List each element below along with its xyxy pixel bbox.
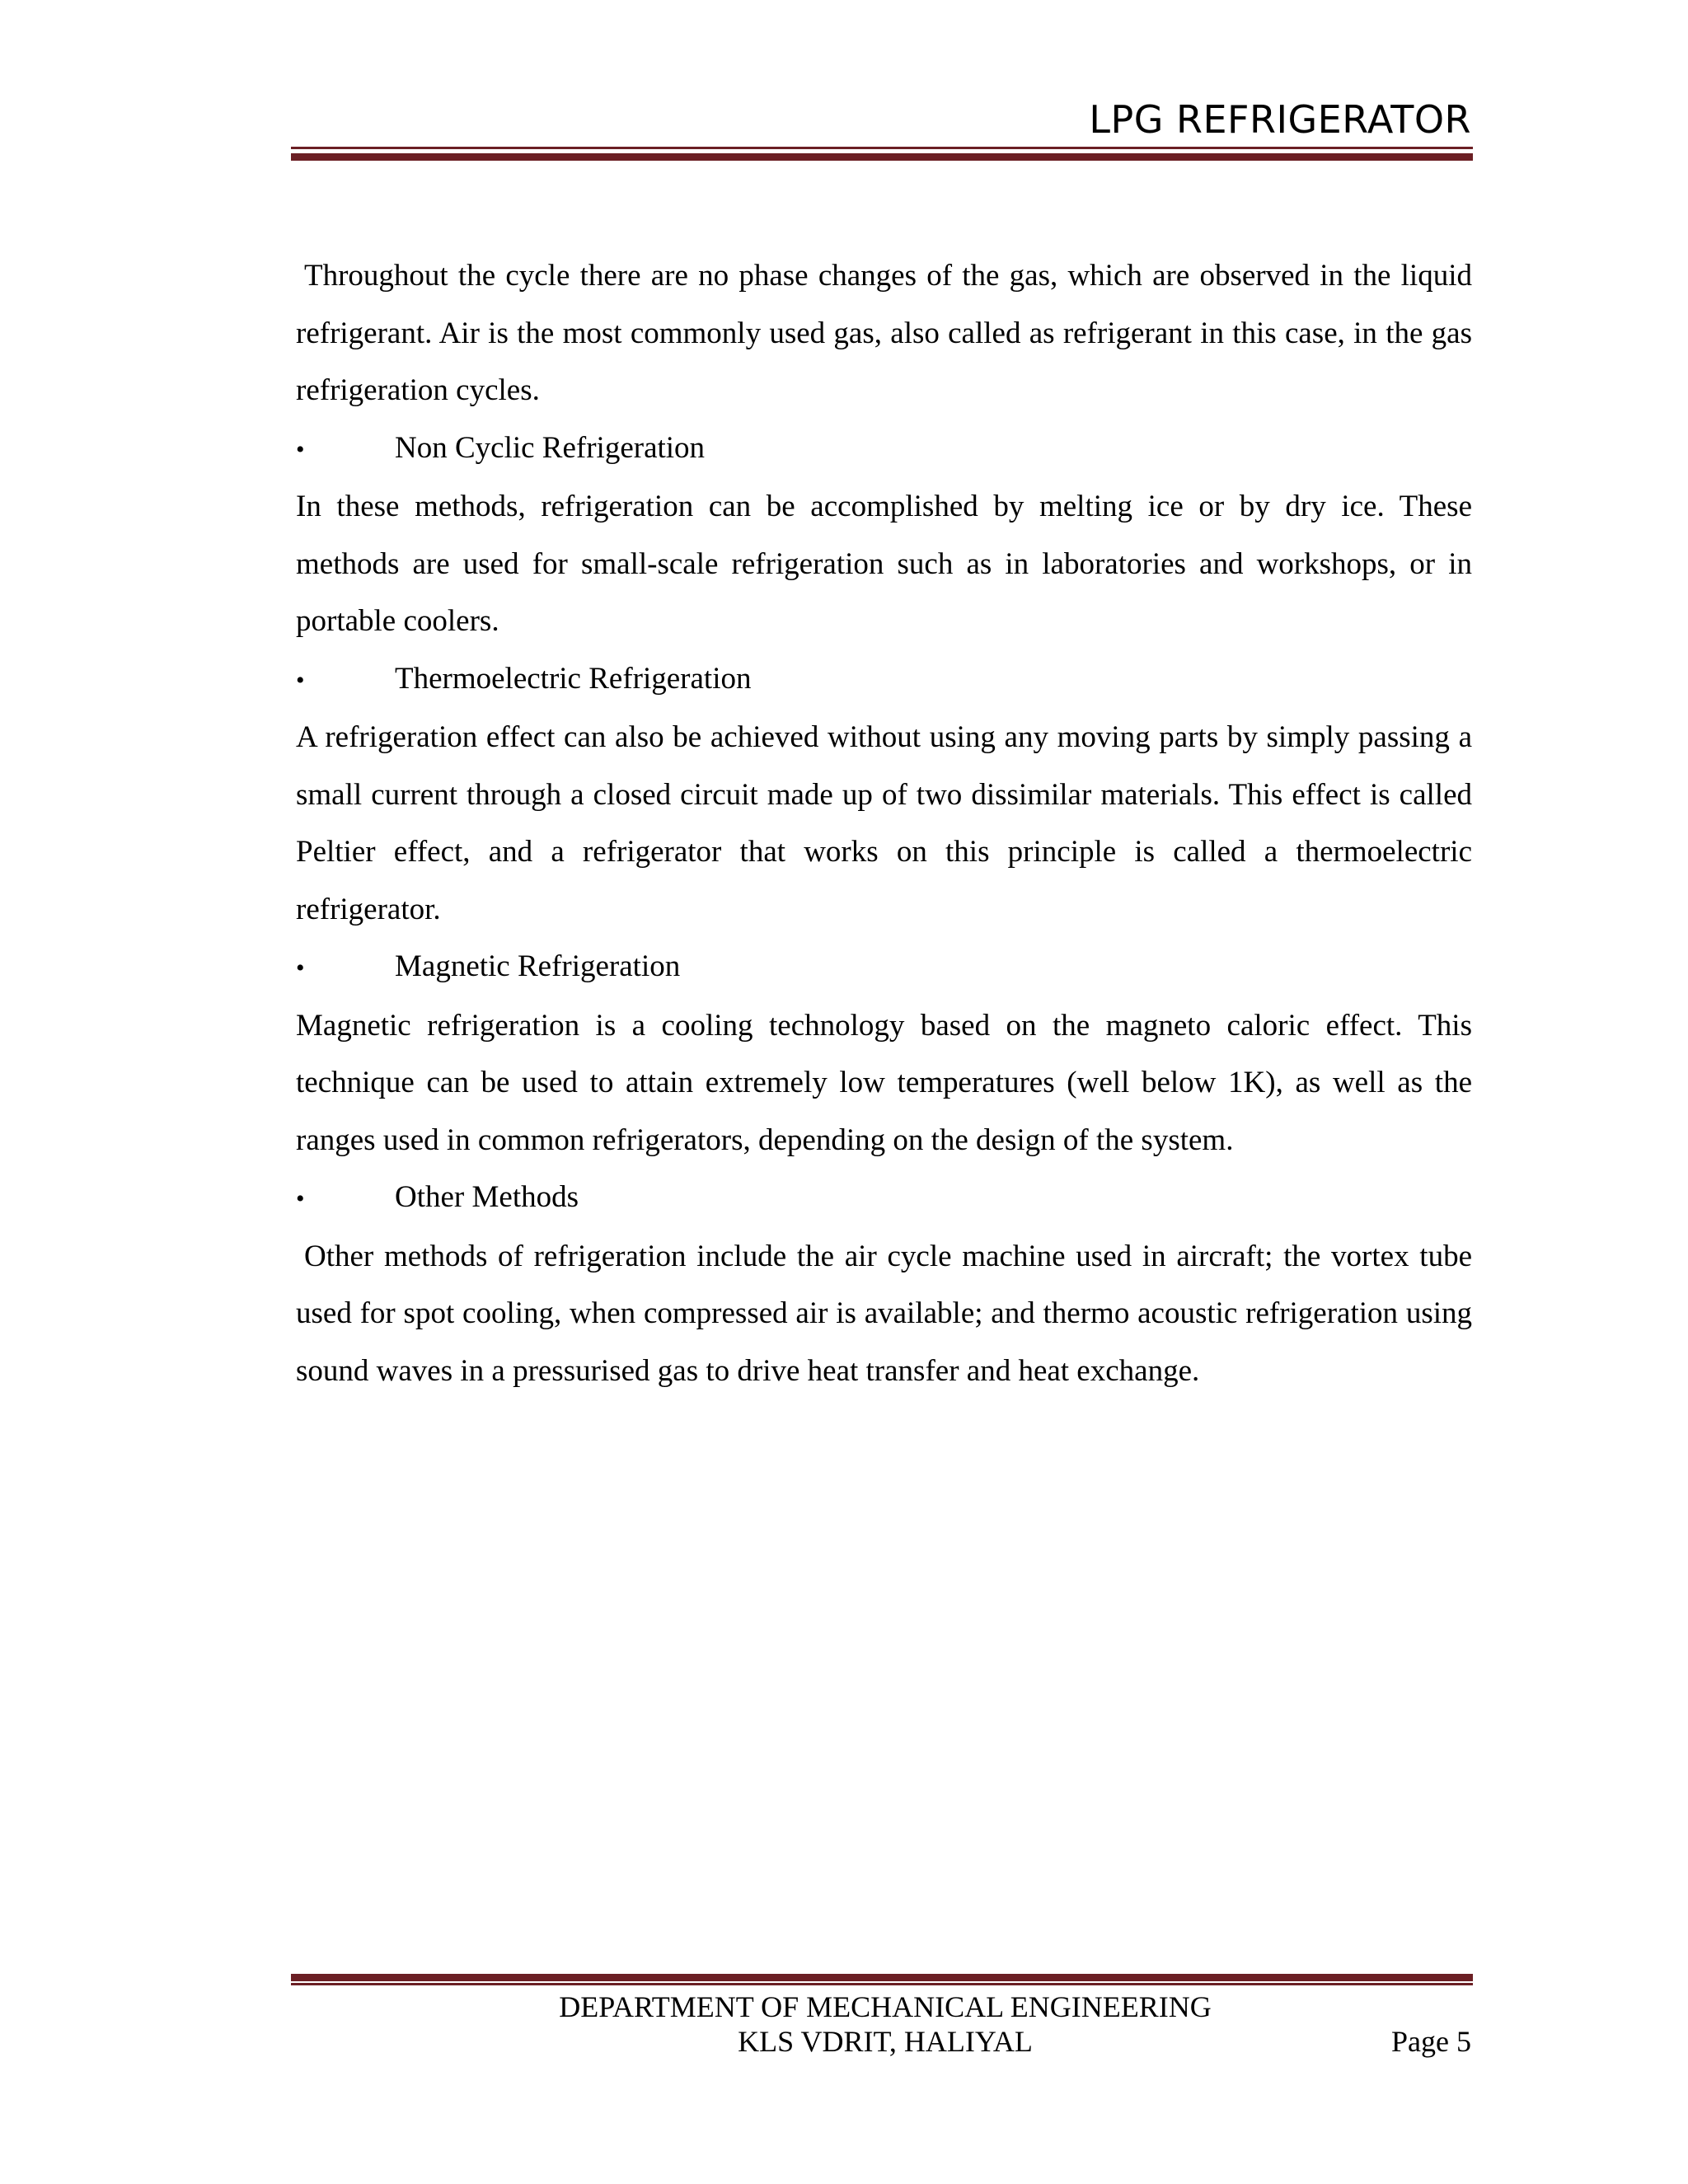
- section-paragraph-other-methods: Other methods of refrigeration include the air cycle machine used in aircraft; the vortex tube used for spot cooling, when compressed air is available; and thermo acoustic refrigeration using sound waves in a pressurised gas to drive heat transfer and heat exchange.: [296, 1239, 1472, 1388]
- section-heading-text: Other Methods: [395, 1180, 579, 1214]
- section-heading-text: Thermoelectric Refrigeration: [395, 661, 752, 696]
- footer-college: KLS VDRIT, HALIYAL: [738, 2025, 1033, 2058]
- section-heading-magnetic: [296, 938, 1472, 997]
- bullet-mark: •: [296, 1185, 305, 1212]
- section-paragraph-magnetic: Magnetic refrigeration is a cooling technology based on the magneto caloric effect. This technique can be used to attain extremely low temperatures (well below 1K), as well as the ranges used in common refrigerators, depending on the design of the system.: [296, 1008, 1472, 1157]
- section-heading-text: Magnetic Refrigeration: [395, 949, 681, 983]
- section-paragraph-non-cyclic: In these methods, refrigeration can be accomplished by melting ice or by dry ice. These methods are used for small-scale refrigeration such as in laboratories and workshops, or in portable coolers.: [296, 490, 1472, 638]
- bullet-mark: •: [296, 435, 305, 463]
- footer-rule-thin: [291, 1983, 1473, 1985]
- section-heading-other-methods: [296, 1169, 1472, 1228]
- bullet-mark: •: [296, 954, 305, 982]
- section-heading-text: Non Cyclic Refrigeration: [395, 430, 706, 465]
- page-number: Page 5: [1391, 2025, 1471, 2058]
- running-header-title: LPG REFRIGERATOR: [1089, 97, 1471, 142]
- body-text: [296, 247, 1472, 1399]
- footer-department: DEPARTMENT OF MECHANICAL ENGINEERING: [559, 1990, 1212, 2023]
- section-heading-thermoelectric: [296, 650, 1472, 710]
- intro-paragraph: Throughout the cycle there are no phase changes of the gas, which are observed in the liquid refrigerant. Air is the most commonly used gas, also called as refrigerant in this case, in the gas refrigeration cycles.: [296, 259, 1472, 407]
- section-paragraph-thermoelectric: A refrigeration effect can also be achieved without using any moving parts by simply passing a small current through a closed circuit made up of two dissimilar materials. This effect is called Peltier effect, and a refrigerator that works on this principle is called a thermoelectric refrigerator.: [296, 720, 1472, 926]
- section-heading-non-cyclic: [296, 419, 1472, 479]
- header-rule-thin: [291, 147, 1473, 149]
- footer-rule-thick: [291, 1974, 1473, 1981]
- header-rule-thick: [291, 153, 1473, 161]
- bullet-mark: •: [296, 666, 305, 694]
